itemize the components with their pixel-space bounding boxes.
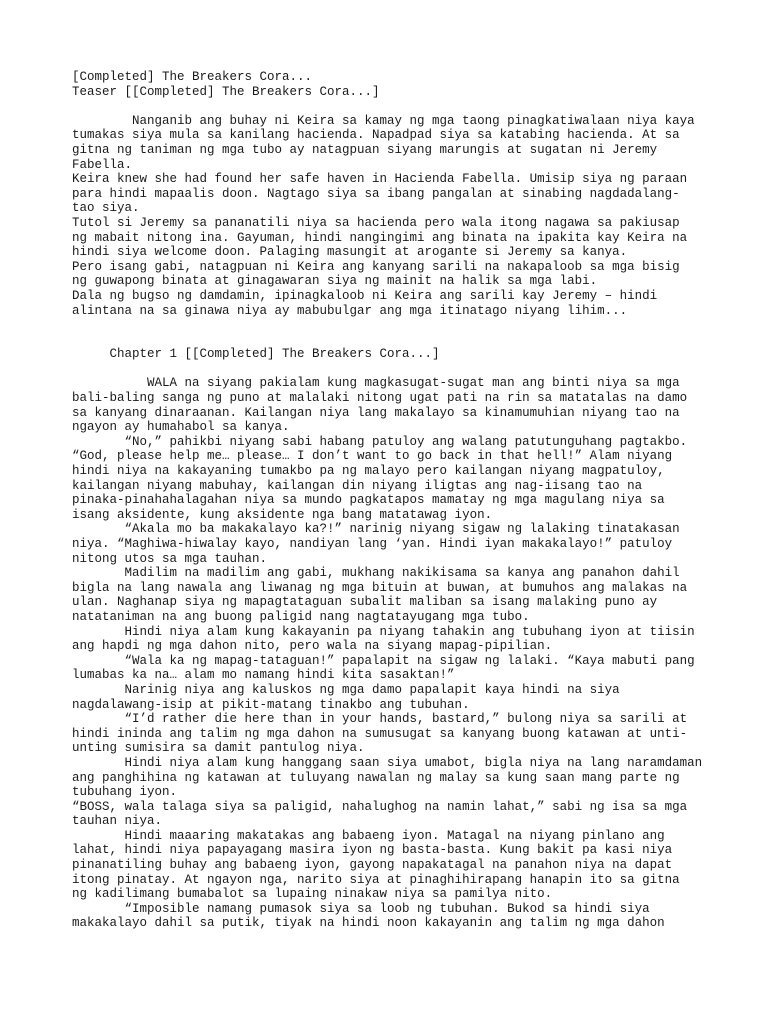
teaser-line: tumakas siya mula sa kanilang hacienda. Napadpad siya sa katabing hacienda. At sa bbox=[72, 128, 680, 143]
teaser-line: tao siya. bbox=[72, 201, 140, 216]
document-header bbox=[72, 70, 712, 99]
chapter-line: niya. “Maghiwa-hiwalay kayo, nandiyan lang ‘yan. Hindi iyan makakalayo!” patuloy bbox=[72, 537, 673, 551]
chapter-line: pinaka-pinahahalagahan niya sa mundo pagkatapos mamatay ng mga magulang niya sa bbox=[72, 493, 665, 508]
chapter-line: Madilim na madilim ang gabi, mukhang nakikisama sa kanya ang panahon dahil bbox=[72, 566, 680, 581]
chapter-line: lahat, hindi niya papayagang masira iyon ng basta-basta. Kung bakit pa kasi niya bbox=[72, 843, 673, 858]
chapter-line: kailangan niyang mabuhay, kailangan din niyang iligtas ang nag-iisang tao na bbox=[72, 478, 643, 493]
teaser-line: Fabella. bbox=[72, 157, 133, 172]
teaser-line: para hindi mapaalis doon. Nagtago siya sa ibang pangalan at sinabing nagdadalang- bbox=[72, 186, 680, 201]
chapter-line: “Imposible namang pumasok siya sa loob ng tubuhan. Bukod sa hindi siya bbox=[72, 901, 650, 916]
chapter-line: WALA na siyang pakialam kung magkasugat-sugat man ang binti niya sa mga bbox=[72, 376, 680, 391]
teaser-line: hindi siya welcome doon. Palaging masungit at arogante si Jeremy sa kanya. bbox=[72, 245, 628, 260]
chapter-line: “Wala ka ng mapag-tataguan!” papalapit na sigaw ng lalaki. “Kaya mabuti pang bbox=[72, 653, 695, 668]
chapter-line: “Akala mo ba makakalayo ka?!” narinig niyang sigaw ng lalaking tinatakasan bbox=[72, 522, 680, 537]
chapter-line: “BOSS, wala talaga siya sa paligid, nahalughog na namin lahat,” sabi ng isa sa mga bbox=[72, 799, 688, 814]
teaser-line: gitna ng taniman ng mga tubo ay natagpuan siyang marungis at sugatan ni Jeremy bbox=[72, 142, 658, 157]
teaser-line: ng guwapong binata at ginagawaran siya ng mainit na halik sa mga labi. bbox=[72, 274, 598, 289]
spacer bbox=[72, 362, 712, 377]
spacer bbox=[72, 99, 712, 114]
teaser-line: Dala ng bugso ng damdamin, ipinagkaloob ni Keira ang sarili kay Jeremy – hindi bbox=[72, 288, 658, 303]
chapter-line: Hindi maaaring makatakas ang babaeng iyon. Matagal na niyang pinlano ang bbox=[72, 828, 665, 843]
chapter-line: pinanatiling buhay ang babaeng iyon, gayong napakatagal na panahon niya na dapat bbox=[72, 858, 673, 873]
chapter-line: ulan. Naghanap siya ng mapagtataguan subalit maliban sa isang malaking puno ay bbox=[72, 595, 658, 610]
chapter-line: ng kadilimang bumabalot sa lupaing ninakaw niya sa pamilya nito. bbox=[72, 887, 553, 902]
teaser-line: Tutol si Jeremy sa pananatili niya sa hacienda pero wala itong nagawa sa pakiusap bbox=[72, 215, 680, 230]
chapter-heading: Chapter 1 [[Completed] The Breakers Cora...] bbox=[72, 347, 440, 362]
chapter-line: nagdalawang-isip at pikit-matang tinakbo ang tubuhan. bbox=[72, 697, 470, 712]
chapter-line: bigla na lang nawala ang liwanag ng mga bituin at buwan, at bumuhos ang malakas na bbox=[72, 580, 688, 595]
teaser-text bbox=[72, 114, 712, 318]
chapter-line: “God, please help me… please… I don’t want to go back in that hell!” Alam niyang bbox=[72, 449, 673, 464]
chapter-line: natataniman na ang buong paligid nang nagtatayugang mga tubo. bbox=[72, 609, 530, 624]
chapter-line: Hindi niya alam kung kakayanin pa niyang tahakin ang tubuhang iyon at tiisin bbox=[72, 624, 695, 639]
chapter-line: bali-baling sanga ng puno at malalaki nitong ugat pati na rin sa matatalas na damo bbox=[72, 391, 688, 406]
chapter-line: itong pinatay. At ngayon nga, narito siya at pinaghihirapang hanapin ito sa gitna bbox=[72, 872, 680, 887]
chapter-line: “I’d rather die here than in your hands, bastard,” bulong niya sa sarili at bbox=[72, 712, 688, 727]
chapter-line: nitong utos sa mga tauhan. bbox=[72, 551, 268, 566]
chapter-line: Narinig niya ang kaluskos ng mga damo papalapit kaya hindi na siya bbox=[72, 682, 620, 697]
document-page bbox=[72, 70, 712, 931]
teaser-line: Keira knew she had found her safe haven in Hacienda Fabella. Umisip siya ng paraan bbox=[72, 172, 688, 187]
chapter-line: ang hapdi ng mga dahon nito, pero wala na siyang mapag-pipilian. bbox=[72, 639, 553, 654]
header-line: [Completed] The Breakers Cora... bbox=[72, 70, 313, 84]
teaser-line: alintana na sa ginawa niya ay mabubulgar ang mga itinatago niyang lihim... bbox=[72, 303, 628, 318]
chapter-line: ang panghihina ng katawan at tuluyang nawalan ng malay sa kung saan mang parte ng bbox=[72, 770, 680, 785]
chapter-line: ngayon ay humahabol sa kanya. bbox=[72, 420, 290, 435]
spacer bbox=[72, 318, 712, 347]
chapter-line: hindi niya na kakayaning tumakbo pa ng malayo pero kailangan niyang magpatuloy, bbox=[72, 464, 665, 479]
chapter-line: makakalayo dahil sa putik, tiyak na hindi noon kakayanin ang talim ng mga dahon bbox=[72, 916, 665, 931]
chapter-line: “No,” pahikbi niyang sabi habang patuloy ang walang patutunguhang pagtakbo. bbox=[72, 434, 688, 449]
chapter-text bbox=[72, 376, 712, 931]
chapter-line: sa kanyang dinaraanan. Kailangan niya lang makalayo sa kinamumuhian niyang tao na bbox=[72, 405, 680, 420]
chapter-line: isang aksidente, kung aksidente nga bang matatawag iyon. bbox=[72, 507, 493, 522]
chapter-line: tubuhang iyon. bbox=[72, 785, 178, 800]
chapter-line: lumabas ka na… alam mo namang hindi kita sasaktan!” bbox=[72, 668, 455, 683]
chapter-line: tauhan niya. bbox=[72, 814, 163, 829]
header-line: Teaser [[Completed] The Breakers Cora...] bbox=[72, 84, 380, 99]
teaser-line: ng mabait nitong ina. Gayuman, hindi nangingimi ang binata na ipakita kay Keira na bbox=[72, 230, 688, 245]
teaser-line: Nanganib ang buhay ni Keira sa kamay ng mga taong pinagkatiwalaan niya kaya bbox=[72, 113, 695, 128]
chapter-line: Hindi niya alam kung hanggang saan siya umabot, bigla niya na lang naramdaman bbox=[72, 755, 703, 770]
chapter-line: unting sumisira sa damit pantulog niya. bbox=[72, 741, 365, 756]
chapter-line: hindi ininda ang talim ng mga dahon na sumusugat sa kanyang buong katawan at unti- bbox=[72, 726, 688, 741]
teaser-line: Pero isang gabi, natagpuan ni Keira ang kanyang sarili na nakapaloob sa mga bisig bbox=[72, 259, 680, 274]
